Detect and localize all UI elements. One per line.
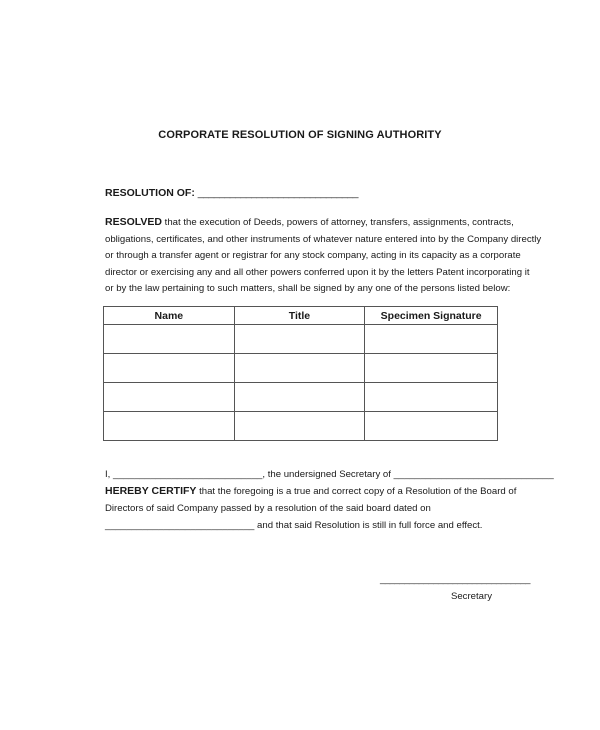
document-title: CORPORATE RESOLUTION OF SIGNING AUTHORITY — [158, 129, 442, 141]
header-specimen-signature: Specimen Signature — [365, 307, 498, 325]
table-row — [104, 354, 498, 383]
certify-lead: HEREBY CERTIFY — [105, 485, 197, 497]
resolved-line-5: or by the law pertaining to such matters, shall be signed by any one of the persons listed below: — [105, 283, 511, 294]
signatories-table — [103, 306, 498, 441]
name-cell — [104, 325, 235, 354]
table-row — [104, 325, 498, 354]
resolved-line-1 — [105, 214, 514, 232]
resolved-lead: RESOLVED — [105, 216, 162, 228]
signature-cell — [365, 325, 498, 354]
title-cell — [234, 325, 365, 354]
resolved-line-2: obligations, certificates, and other instruments of whatever nature entered into by the Company directly — [105, 233, 542, 245]
resolved-line-3: or through a transfer agent or registrar for any stock company, acting in its capacity as a corporate — [105, 250, 521, 261]
resolution-of-field — [105, 187, 358, 199]
resolution-of-label: RESOLUTION OF: — [105, 187, 195, 199]
certify-line-4: ____________________________ and that said Resolution is still in full force and effect. — [105, 520, 483, 531]
table-row — [104, 412, 498, 441]
secretary-caption: Secretary — [450, 591, 492, 602]
signature-cell — [365, 354, 498, 383]
resolution-of-blank: ______________________________ — [197, 187, 358, 199]
title-cell — [234, 383, 365, 412]
certify-line-2-text: that the foregoing is a true and correct copy of a Resolution of the Board of — [196, 486, 517, 497]
signature-cell — [365, 412, 498, 441]
name-cell — [104, 412, 235, 441]
resolved-paragraph — [105, 214, 542, 298]
name-cell — [104, 383, 235, 412]
table-row — [104, 383, 498, 412]
title-cell — [234, 412, 365, 441]
certify-line-2 — [105, 483, 517, 500]
certification-paragraph — [105, 466, 554, 534]
certify-line-1: I, ____________________________, the undersigned Secretary of ______________________________ — [105, 469, 554, 480]
resolved-line-4: director or exercising any and all other powers conferred upon it by the letters Patent incorporating it — [105, 266, 530, 278]
name-cell — [104, 354, 235, 383]
resolved-line-1-text: that the execution of Deeds, powers of attorney, transfers, assignments, contracts, — [161, 217, 514, 228]
header-name: Name — [104, 307, 235, 325]
table-header-row — [104, 307, 498, 325]
signature-cell — [365, 383, 498, 412]
title-cell — [234, 354, 365, 383]
header-title: Title — [234, 307, 365, 325]
certify-line-3: Directors of said Company passed by a resolution of the said board dated on — [105, 503, 431, 514]
secretary-signature-line: _______________________________ — [380, 574, 530, 585]
